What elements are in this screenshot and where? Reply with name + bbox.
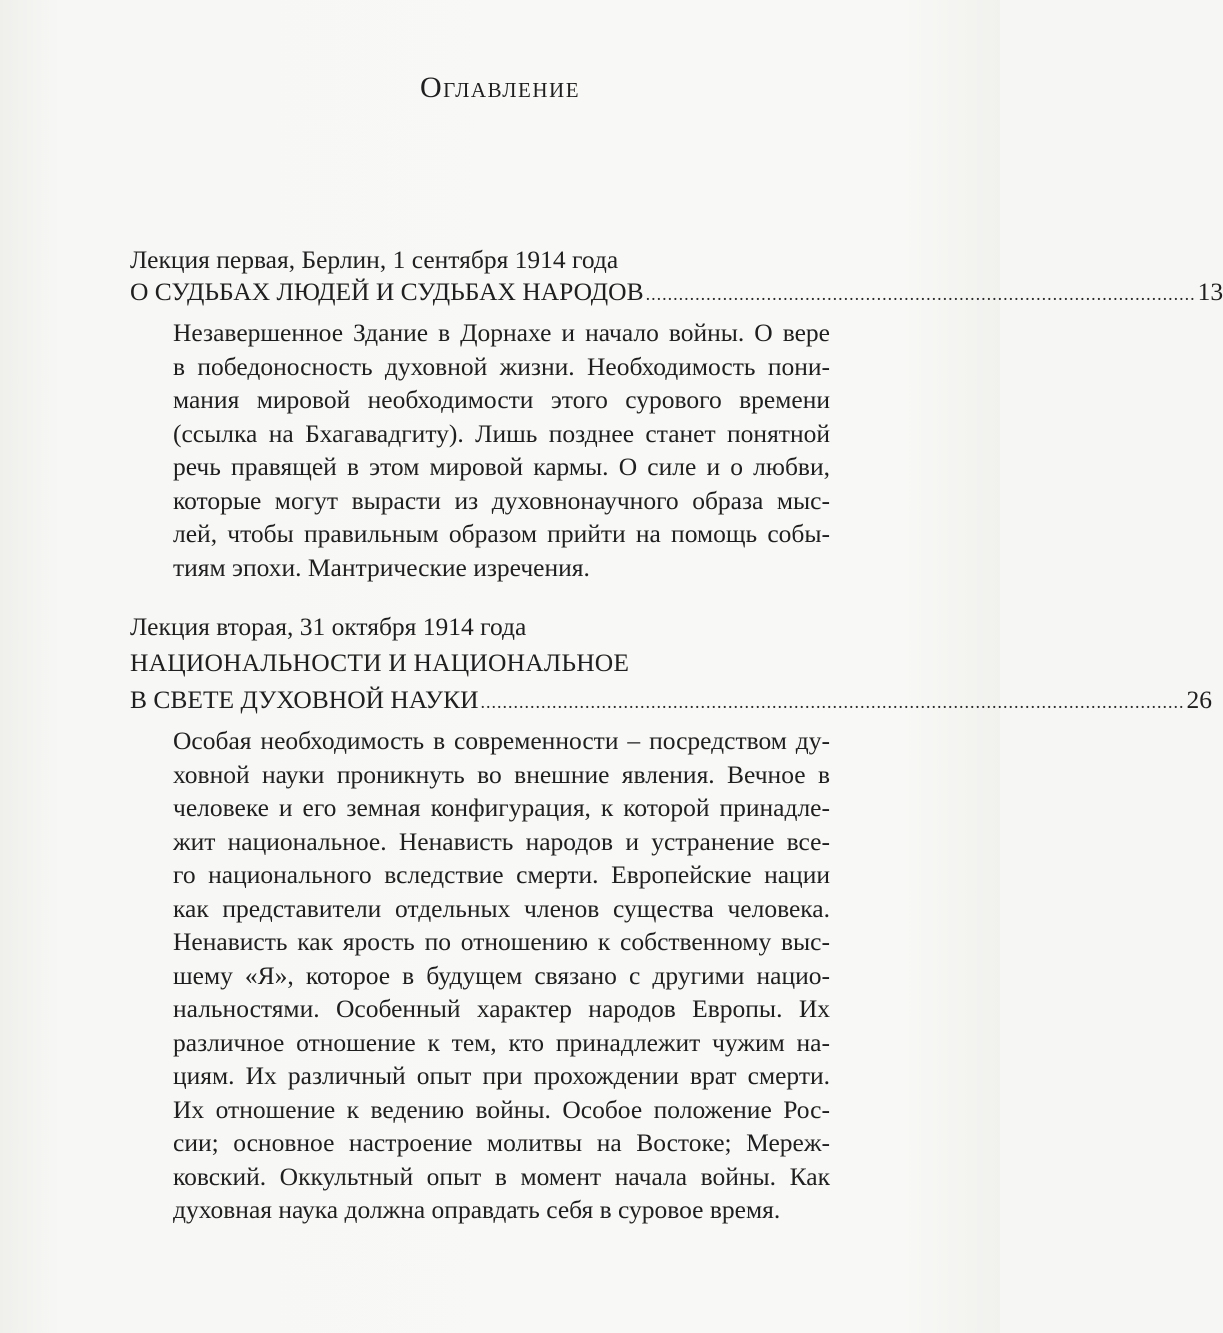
summary-line: в победоносность духовной жизни. Необходимость пони- — [173, 351, 830, 381]
summary-line: Ненависть как ярость по отношению к собственному выс- — [173, 927, 830, 956]
summary-line: сии; основное настроение молитвы на Востоке; Мереж- — [173, 1128, 830, 1157]
summary-line: речь правящей в этом мировой кармы. О силе и о любви, — [173, 452, 830, 481]
entry-title: НАЦИОНАЛЬНОСТИ И НАЦИОНАЛЬНОЕ — [130, 648, 630, 677]
summary-line: которые могут вырасти из духовнонаучного образа мыс- — [173, 485, 830, 515]
summary-line: Их отношение к ведению войны. Особое положение Рос- — [173, 1094, 830, 1124]
summary-line: как представители отдельных членов существа человека. — [173, 893, 830, 923]
dot-leader: .................................................................................................... — [645, 284, 1196, 304]
summary-line: го национального вследствие смерти. Европейские нации — [173, 860, 830, 889]
summary-line: жит национальное. Ненависть народов и устранение все- — [173, 826, 830, 856]
summary-line: Особая необходимость в современности – посредством ду- — [173, 726, 830, 755]
summary-line: нальностями. Особенный характер народов Европы. Их — [173, 994, 830, 1023]
dot-leader: ................................................................................................................................ — [480, 692, 1185, 712]
summary-line: ковский. Оккультный опыт в момент начала войны. Как — [173, 1161, 830, 1191]
summary-line: тиям эпохи. Мантрические изречения. — [173, 552, 590, 582]
lecture-heading: Лекция первая, Берлин, 1 сентября 1914 года — [130, 245, 619, 274]
summary-line: циям. Их различный опыт при прохождении врат смерти. — [173, 1061, 830, 1090]
lecture-heading: Лекция вторая, 31 октября 1914 года — [130, 612, 527, 641]
page-number: 26 — [1186, 685, 1212, 714]
entry-title: О СУДЬБАХ ЛЮДЕЙ И СУДЬБАХ НАРОДОВ — [130, 277, 644, 306]
entry-title: В СВЕТЕ ДУХОВНОЙ НАУКИ — [130, 685, 479, 714]
summary-line: (ссылка на Бхагавадгиту). Лишь позднее станет понятной — [173, 418, 830, 448]
summary-line: человеке и его земная конфигурация, к которой принадле- — [173, 793, 830, 822]
entry-summary — [173, 316, 830, 584]
summary-line: различное отношение к тем, кто принадлежит чужим на- — [173, 1027, 830, 1057]
summary-line: лей, чтобы правильным образом прийти на помощь собы- — [173, 519, 830, 548]
summary-line: ховной науки проникнуть во внешние явления. Вечное в — [173, 759, 830, 789]
entry-summary — [173, 724, 830, 1227]
toc-line[interactable] — [130, 684, 1212, 718]
page-number: 13 — [1197, 277, 1223, 306]
summary-line: Незавершенное Здание в Дорнахе и начало войны. О вере — [173, 318, 830, 347]
summary-line: шему «Я», которое в будущем связано с другими нацио- — [173, 960, 830, 990]
toc-line[interactable] — [130, 276, 1223, 310]
page-title: Оглавление — [419, 71, 581, 104]
summary-line: духовная наука должна оправдать себя в суровое время. — [173, 1195, 781, 1224]
summary-line: мания мировой необходимости этого сурового времени — [173, 385, 830, 414]
toc-entry-lecture-2 — [130, 611, 1212, 1227]
toc-entry-lecture-1 — [130, 244, 1223, 584]
